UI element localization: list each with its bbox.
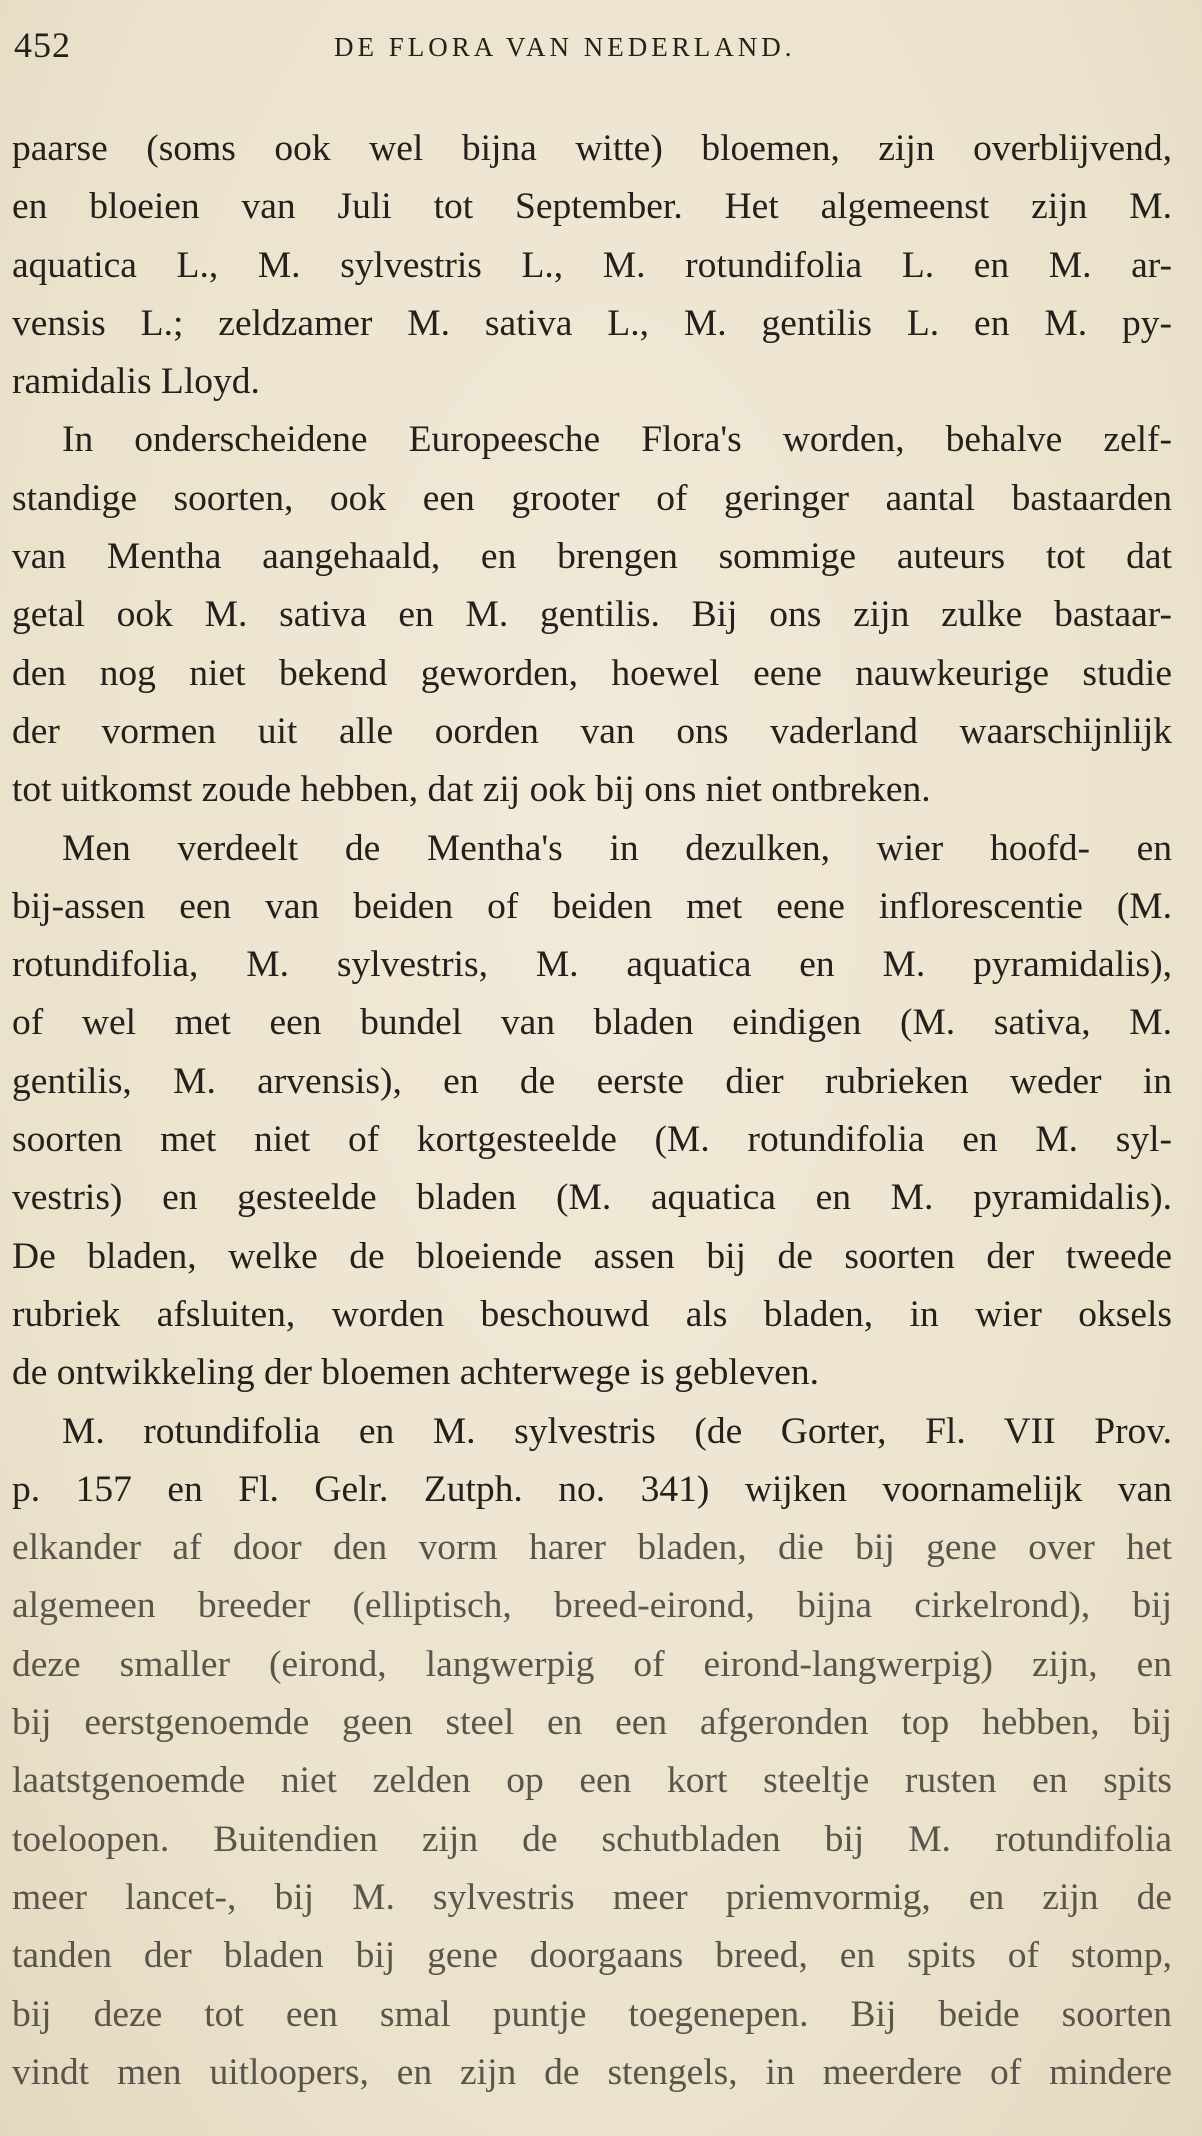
body-text <box>12 120 1172 2102</box>
text-line: ramidalis Lloyd. <box>12 361 260 403</box>
text-line: de ontwikkeling der bloemen achterwege is gebleven. <box>12 1352 820 1394</box>
text-line: soorten met niet of kortgesteelde (M. rotundifolia en M. syl- <box>12 1119 1172 1161</box>
text-line: In onderscheidene Europeesche Flora's worden, behalve zelf- <box>62 419 1172 461</box>
page-number: 452 <box>14 25 71 65</box>
text-line: rubriek afsluiten, worden beschouwd als bladen, in wier oksels <box>12 1293 1172 1335</box>
text-line: bij deze tot een smal puntje toegenepen. Bij beide soorten <box>12 1993 1172 2035</box>
text-line: en bloeien van Juli tot September. Het algemeenst zijn M. <box>12 186 1172 228</box>
running-head <box>14 22 1188 70</box>
text-line: van Mentha aangehaald, en brengen sommige auteurs tot dat <box>12 536 1172 578</box>
text-line: De bladen, welke de bloeiende assen bij de soorten der tweede <box>12 1235 1172 1277</box>
text-line: den nog niet bekend geworden, hoewel eene nauwkeurige studie <box>12 652 1172 694</box>
text-line: der vormen uit alle oorden van ons vaderland waarschijnlijk <box>12 710 1172 752</box>
text-line: deze smaller (eirond, langwerpig of eirond-langwerpig) zijn, en <box>12 1643 1172 1685</box>
text-line: meer lancet-, bij M. sylvestris meer priemvormig, en zijn de <box>12 1876 1172 1918</box>
text-line: standige soorten, ook een grooter of geringer aantal bastaarden <box>12 477 1172 519</box>
text-line: vestris) en gesteelde bladen (M. aquatica en M. pyramidalis). <box>12 1177 1172 1219</box>
text-line: toeloopen. Buitendien zijn de schutbladen bij M. rotundifolia <box>12 1818 1172 1860</box>
text-line: rotundifolia, M. sylvestris, M. aquatica en M. pyramidalis), <box>12 944 1172 986</box>
text-line: bij-assen een van beiden of beiden met eene inflorescentie (M. <box>12 885 1172 927</box>
text-line: bij eerstgenoemde geen steel en een afgeronden top hebben, bij <box>12 1702 1172 1744</box>
text-line: tot uitkomst zoude hebben, dat zij ook bij ons niet ontbreken. <box>12 769 931 811</box>
text-line: vindt men uitloopers, en zijn de stengels, in meerdere of mindere <box>12 2051 1172 2093</box>
text-line: p. 157 en Fl. Gelr. Zutph. no. 341) wijken voornamelijk van <box>12 1468 1172 1510</box>
text-line: gentilis, M. arvensis), en de eerste dier rubrieken weder in <box>12 1060 1172 1102</box>
text-line: tanden der bladen bij gene doorgaans breed, en spits of stomp, <box>12 1935 1172 1977</box>
text-line: Men verdeelt de Mentha's in dezulken, wier hoofd- en <box>62 827 1172 869</box>
text-line: aquatica L., M. sylvestris L., M. rotundifolia L. en M. ar- <box>12 244 1172 286</box>
text-line: of wel met een bundel van bladen eindigen (M. sativa, M. <box>12 1002 1172 1044</box>
text-line: M. rotundifolia en M. sylvestris (de Gorter, Fl. VII Prov. <box>62 1410 1172 1452</box>
text-line: vensis L.; zeldzamer M. sativa L., M. gentilis L. en M. py- <box>12 302 1172 344</box>
text-line: elkander af door den vorm harer bladen, die bij gene over het <box>12 1527 1172 1569</box>
text-line: laatstgenoemde niet zelden op een kort steeltje rusten en spits <box>12 1760 1172 1802</box>
running-title: DE FLORA VAN NEDERLAND. <box>334 32 796 62</box>
text-line: paarse (soms ook wel bijna witte) bloemen, zijn overblijvend, <box>12 128 1172 169</box>
text-line: getal ook M. sativa en M. gentilis. Bij ons zijn zulke bastaar- <box>12 594 1172 636</box>
text-line: algemeen breeder (elliptisch, breed-eirond, bijna cirkelrond), bij <box>12 1585 1172 1627</box>
